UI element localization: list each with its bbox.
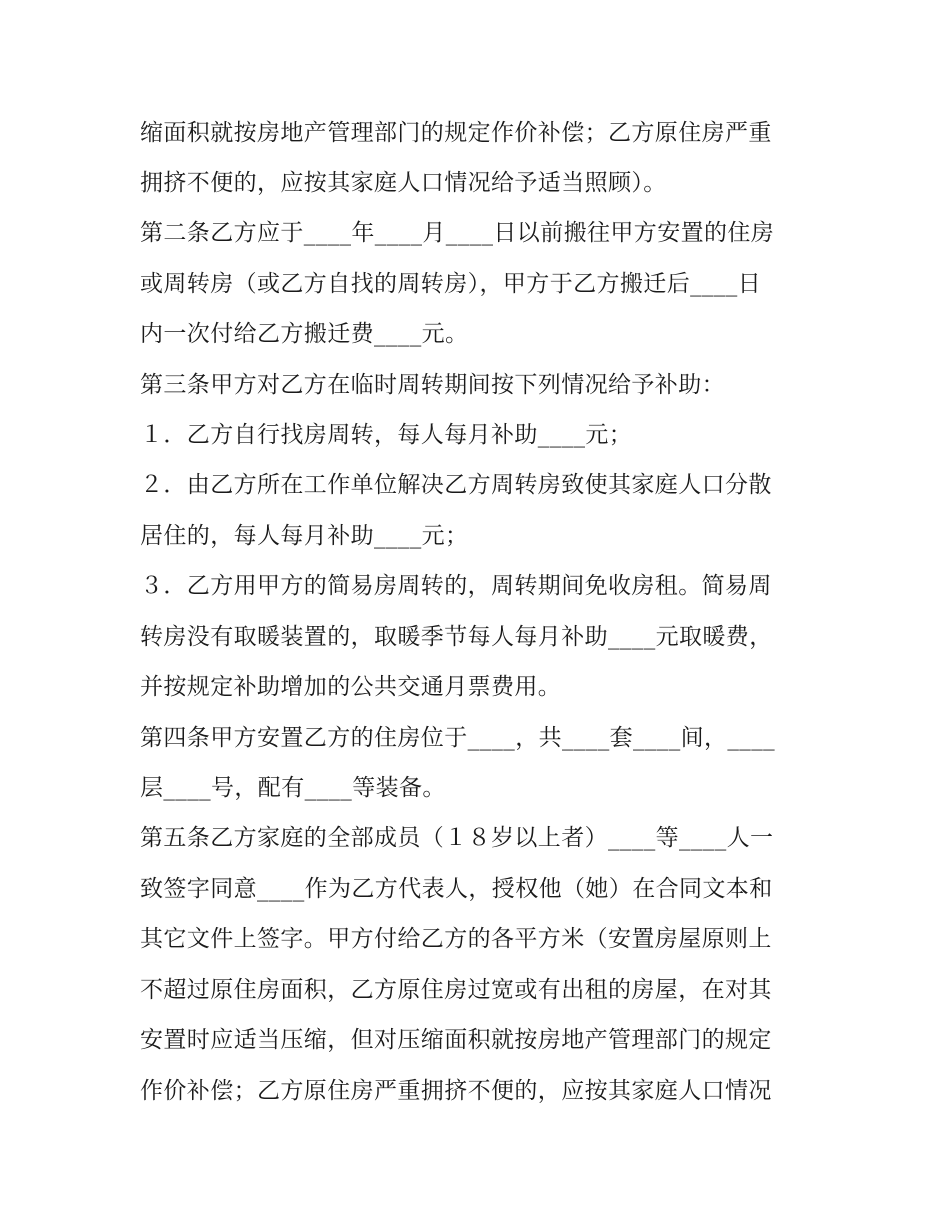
text-line-3: 第二条乙方应于____年____月____日以前搬往甲方安置的住房 (140, 220, 775, 246)
text-line-9: 居住的，每人每月补助____元； (140, 523, 469, 549)
text-line-2: 拥挤不便的，应按其家庭人口情况给予适当照顾）。 (140, 170, 667, 196)
text-line-7: １．乙方自行找房周转，每人每月补助____元； (140, 422, 633, 448)
text-line-16: 致签字同意____作为乙方代表人，授权他（她）在合同文本和 (140, 876, 773, 902)
text-line-8: ２．由乙方所在工作单位解决乙方周转房致使其家庭人口分散 (140, 472, 772, 498)
text-line-17: 其它文件上签字。甲方付给乙方的各平方米（安置房屋原则上 (140, 926, 772, 952)
text-line-4: 或周转房（或乙方自找的周转房），甲方于乙方搬迁后____日 (140, 271, 762, 297)
text-line-11: 转房没有取暖装置的，取暖季节每人每月补助____元取暖费， (140, 624, 773, 650)
text-line-13: 第四条甲方安置乙方的住房位于____，共____套____间，____ (140, 725, 775, 751)
text-line-1: 缩面积就按房地产管理部门的规定作价补偿；乙方原住房严重 (140, 120, 772, 146)
text-line-19: 安置时应适当压缩，但对压缩面积就按房地产管理部门的规定 (140, 1027, 772, 1053)
text-line-6: 第三条甲方对乙方在临时周转期间按下列情况给予补助： (140, 372, 725, 398)
text-line-15: 第五条乙方家庭的全部成员（１８岁以上者）____等____人一 (140, 825, 774, 851)
text-line-20: 作价补偿；乙方原住房严重拥挤不便的，应按其家庭人口情况 (140, 1078, 772, 1104)
text-line-18: 不超过原住房面积，乙方原住房过宽或有出租的房屋，在对其 (140, 977, 772, 1003)
text-line-14: 层____号，配有____等装备。 (140, 775, 446, 801)
text-line-12: 并按规定补助增加的公共交通月票费用。 (140, 674, 562, 700)
text-line-5: 内一次付给乙方搬迁费____元。 (140, 321, 469, 347)
text-line-10: ３．乙方用甲方的简易房周转的，周转期间免收房租。简易周 (140, 573, 772, 599)
